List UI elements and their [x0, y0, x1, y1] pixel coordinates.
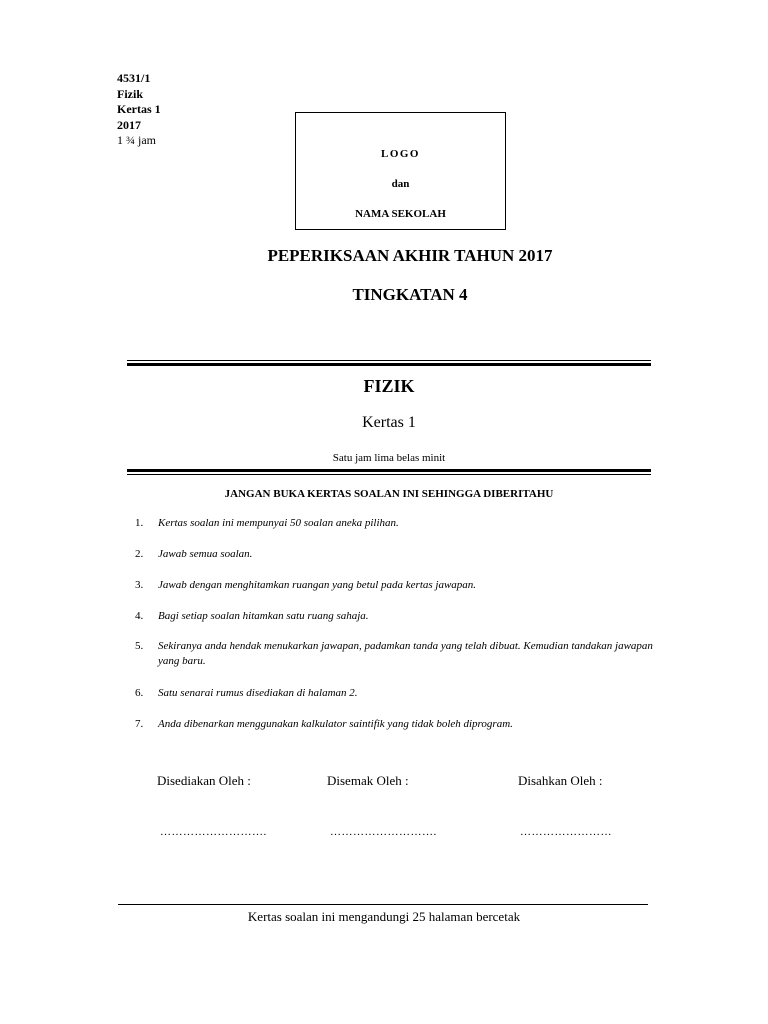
- page-count-note: Kertas soalan ini mengandungi 25 halaman bercetak: [247, 909, 521, 924]
- logo-and-label: dan: [391, 178, 410, 190]
- paper-code: 4531/1: [117, 71, 151, 85]
- instruction-number: 7.: [135, 718, 144, 730]
- exam-duration: Satu jam lima belas minit: [332, 452, 446, 464]
- instruction-text: Anda dibenarkan menggunakan kalkulator saintifik yang tidak boleh diprogram.: [158, 718, 513, 730]
- instruction-number: 4.: [135, 610, 144, 622]
- instruction-text: Satu senarai rumus disediakan di halaman 2.: [158, 687, 358, 699]
- instruction-number: 3.: [135, 579, 144, 591]
- exam-paper: Kertas 1: [362, 414, 416, 431]
- paper-number: Kertas 1: [117, 102, 161, 116]
- exam-subject: FIZIK: [363, 376, 415, 396]
- paper-time: 1 ¾ jam: [117, 133, 156, 147]
- checked-signature-line: ……………………….: [330, 826, 437, 838]
- checked-by-label: Disemak Oleh :: [327, 773, 409, 788]
- instruction-number: 5.: [135, 640, 144, 652]
- instruction-text: Bagi setiap soalan hitamkan satu ruang sahaja.: [158, 610, 369, 622]
- instruction-text: Jawab dengan menghitamkan ruangan yang betul pada kertas jawapan.: [158, 579, 477, 591]
- bottom-rule-thin: [127, 474, 651, 475]
- exam-warning: JANGAN BUKA KERTAS SOALAN INI SEHINGGA DIBERITAHU: [224, 488, 554, 500]
- approved-by-label: Disahkan Oleh :: [518, 773, 603, 788]
- instruction-number: 6.: [135, 687, 144, 699]
- school-name-label: NAMA SEKOLAH: [355, 208, 446, 220]
- instruction-number: 1.: [135, 517, 144, 529]
- prepared-signature-line: ……………………….: [160, 826, 267, 838]
- instruction-number: 2.: [135, 548, 144, 560]
- exam-title: PEPERIKSAAN AKHIR TAHUN 2017: [267, 246, 553, 265]
- paper-subject: Fizik: [117, 86, 143, 101]
- exam-form: TINGKATAN 4: [352, 285, 468, 304]
- top-rule-thin: [127, 360, 651, 361]
- bottom-rule-thick: [127, 469, 651, 472]
- instruction-text: Kertas soalan ini mempunyai 50 soalan aneka pilihan.: [158, 517, 399, 529]
- footer-rule: [118, 904, 648, 905]
- prepared-by-label: Disediakan Oleh :: [157, 773, 251, 788]
- instruction-text: Jawab semua soalan.: [158, 548, 253, 560]
- instruction-text: Sekiranya anda hendak menukarkan jawapan, padamkan tanda yang telah dibuat. Kemudian tandakan jawapan yang baru.: [158, 640, 653, 667]
- top-rule-thick: [127, 363, 651, 366]
- paper-meta: [117, 71, 161, 149]
- logo-placeholder-box: [295, 112, 506, 230]
- logo-label: LOGO: [380, 148, 420, 160]
- paper-year: 2017: [117, 117, 141, 132]
- approved-signature-line: ……………………: [520, 826, 612, 838]
